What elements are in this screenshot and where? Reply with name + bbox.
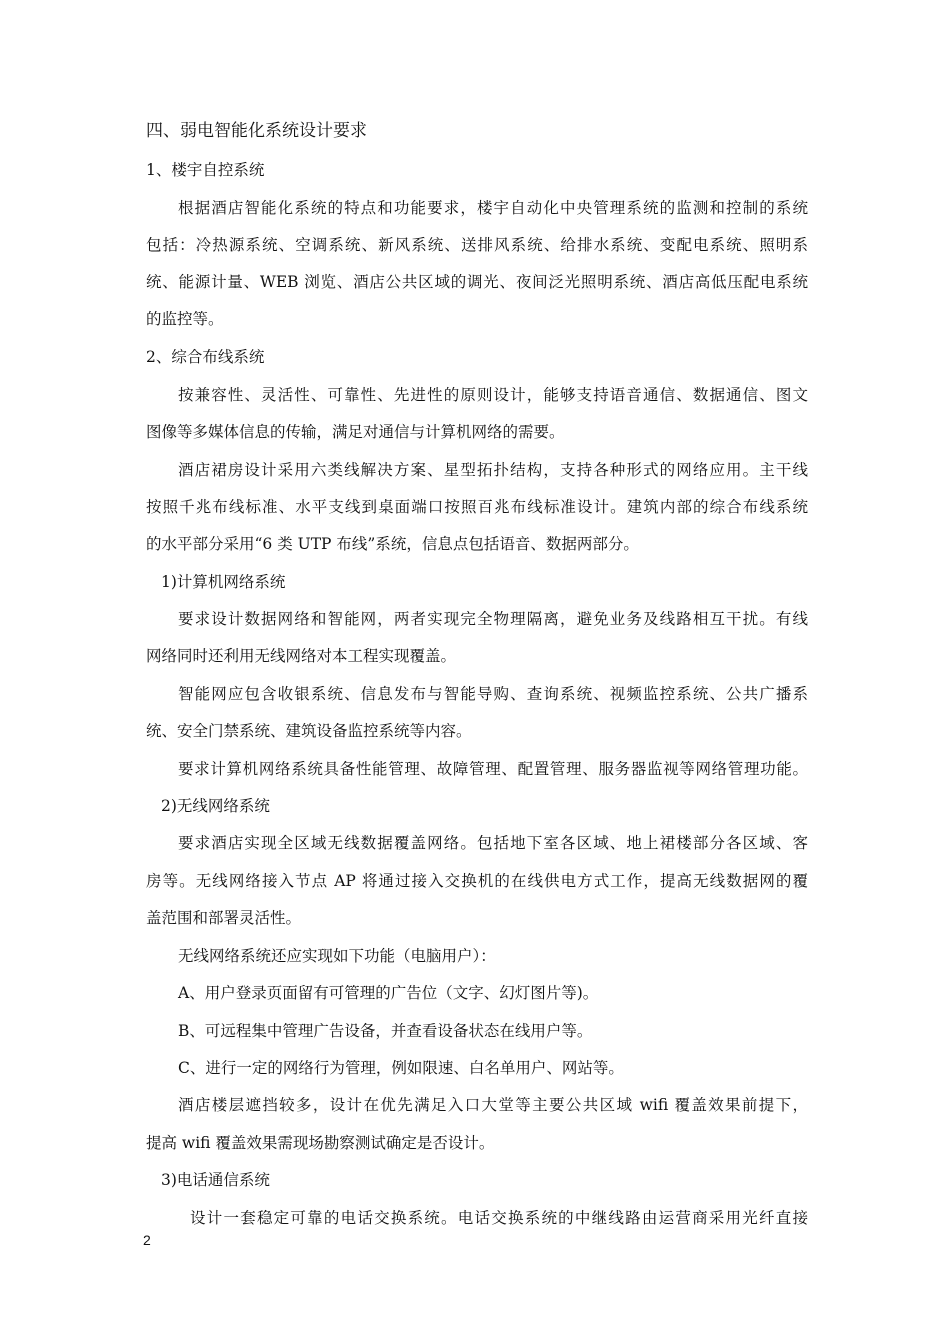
paragraph-line: 提高 wifi 覆盖效果需现场勘察测试确定是否设计。 [146,1134,495,1152]
paragraph-line: 酒店裙房设计采用六类线解决方案、星型拓扑结构，支持各种形式的网络应用。主干线 [178,461,808,479]
paragraph-line: 按照千兆布线标准、水平支线到桌面端口按照百兆布线标准设计。建筑内部的综合布线系统 [146,498,808,516]
paragraph-line: 无线网络系统还应实现如下功能（电脑用户）： [178,947,496,965]
paragraph-line: 设计一套稳定可靠的电话交换系统。电话交换系统的中继线路由运营商采用光纤直接 [190,1209,808,1227]
page-number: 2 [143,1232,151,1248]
paragraph-line: 图像等多媒体信息的传输，满足对通信与计算机网络的需要。 [146,423,565,441]
section-title: 四、弱电智能化系统设计要求 [146,121,367,141]
paragraph-line: 要求设计数据网络和智能网，两者实现完全物理隔离，避免业务及线路相互干扰。有线 [178,610,808,628]
paragraph-line: 要求计算机网络系统具备性能管理、故障管理、配置管理、服务器监视等网络管理功能。 [178,760,808,778]
paragraph-line: 的水平部分采用“6 类 UTP 布线”系统，信息点包括语音、数据两部分。 [146,535,639,553]
paragraph-line: 根据酒店智能化系统的特点和功能要求，楼宇自动化中央管理系统的监测和控制的系统 [178,199,808,217]
heading-building-automation: 1、楼宇自控系统 [146,161,265,179]
paragraph-line: 统、能源计量、WEB 浏览、酒店公共区域的调光、夜间泛光照明系统、酒店高低压配电系统 [146,273,808,291]
subheading-wireless-network: 2)无线网络系统 [161,797,270,815]
list-item: C、进行一定的网络行为管理，例如限速、白名单用户、网站等。 [178,1059,624,1077]
paragraph-line: 要求酒店实现全区域无线数据覆盖网络。包括地下室各区域、地上裙楼部分各区域、客 [178,834,808,852]
paragraph-line: 网络同时还利用无线网络对本工程实现覆盖。 [146,647,457,665]
paragraph-line: 包括：冷热源系统、空调系统、新风系统、送排风系统、给排水系统、变配电系统、照明系 [146,236,808,254]
paragraph-line: 盖范围和部署灵活性。 [146,909,302,927]
paragraph-line: 的监控等。 [146,310,224,328]
paragraph-line: 房等。无线网络接入节点 AP 将通过接入交换机的在线供电方式工作，提高无线数据网的覆 [146,872,808,890]
subheading-computer-network: 1)计算机网络系统 [161,573,286,591]
heading-structured-cabling: 2、综合布线系统 [146,348,265,366]
paragraph-line: 智能网应包含收银系统、信息发布与智能导购、查询系统、视频监控系统、公共广播系 [178,685,808,703]
subheading-telephone-system: 3)电话通信系统 [161,1171,270,1189]
list-item: B、可远程集中管理广告设备，并查看设备状态在线用户等。 [178,1022,593,1040]
paragraph-line: 酒店楼层遮挡较多，设计在优先满足入口大堂等主要公共区域 wifi 覆盖效果前提下， [178,1096,808,1114]
paragraph-line: 按兼容性、灵活性、可靠性、先进性的原则设计，能够支持语音通信、数据通信、图文 [178,386,808,404]
list-item: A、用户登录页面留有可管理的广告位（文字、幻灯图片等)。 [178,984,599,1002]
paragraph-line: 统、安全门禁系统、建筑设备监控系统等内容。 [146,722,472,740]
